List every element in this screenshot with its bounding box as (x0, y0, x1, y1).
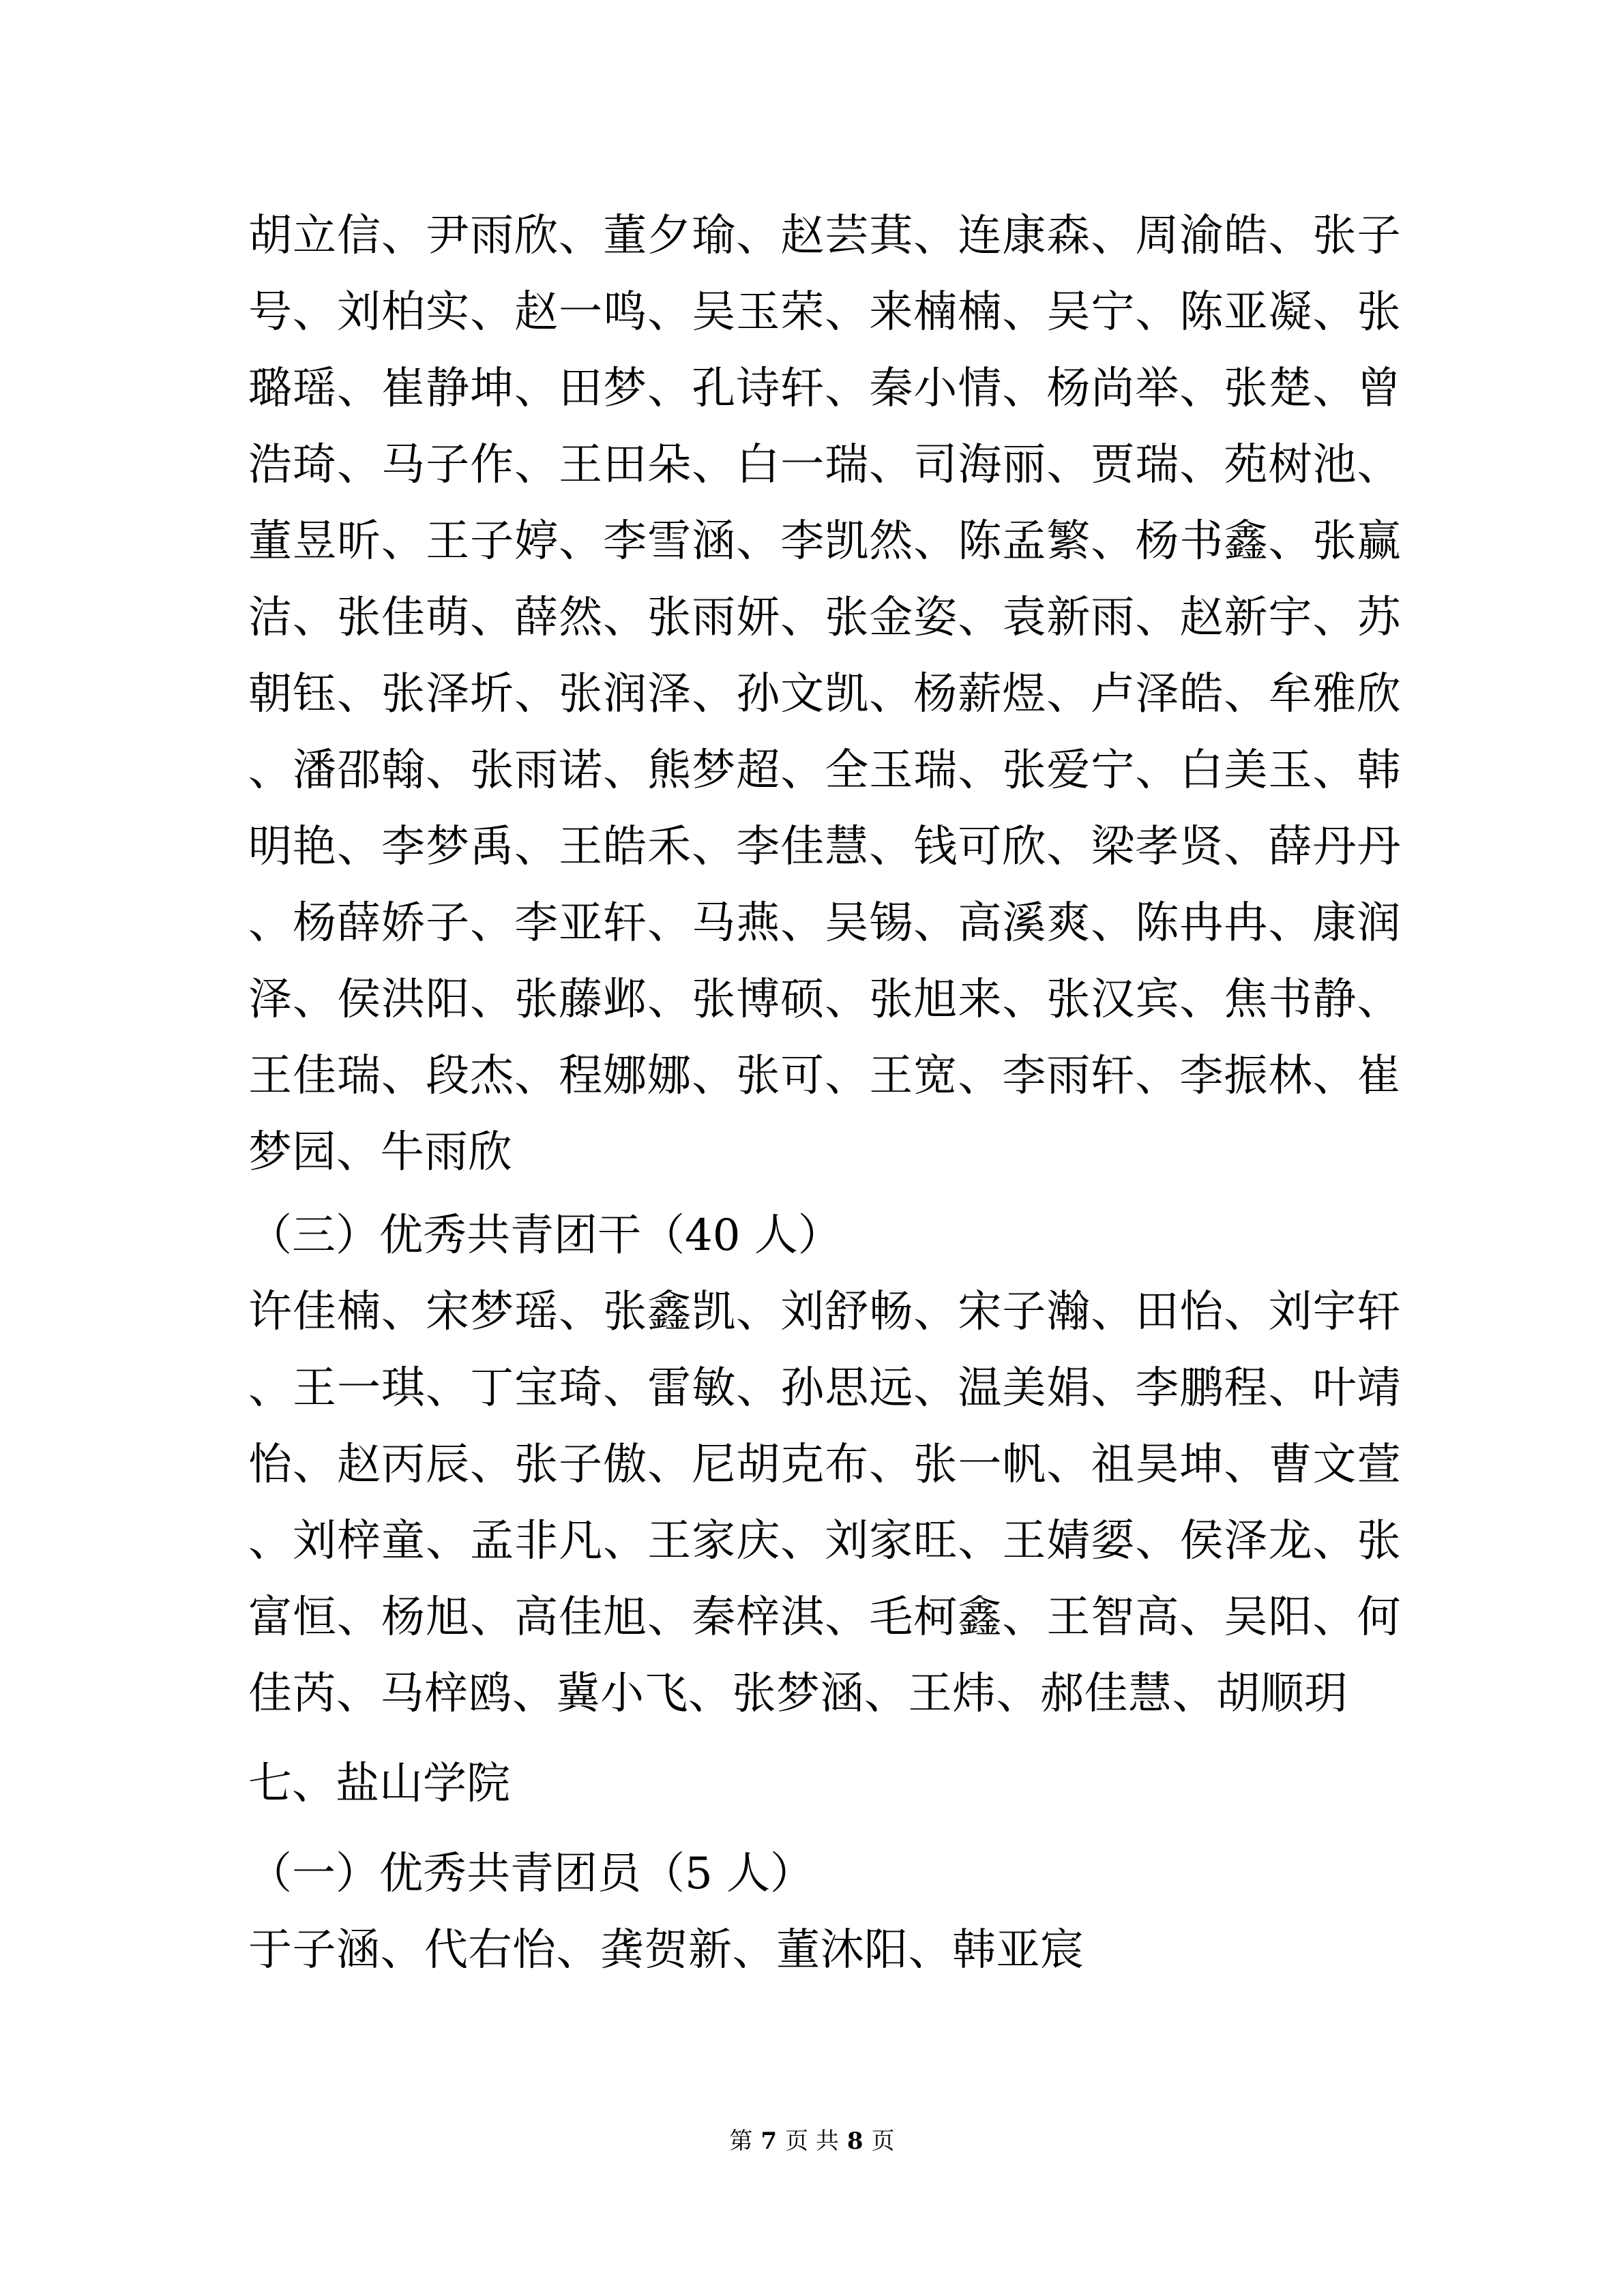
footer-current-page: 7 (761, 2128, 778, 2155)
yanshan-members-heading: （一）优秀共青团员（5 人） (248, 1849, 814, 1899)
page-footer (0, 2124, 1624, 2158)
outstanding-cadres-heading: （三）优秀共青团干（40 人） (248, 1210, 842, 1261)
footer-middle: 页 共 (785, 2128, 839, 2155)
footer-suffix: 页 (871, 2128, 895, 2155)
outstanding-members-list-continued: 胡立信、尹雨欣、董夕瑜、赵芸萁、连康森、周渝皓、张子号、刘柏实、赵一鸣、吴玉荣、来楠楠、吴宁、陈亚凝、张璐瑶、崔静坤、田梦、孔诗轩、秦小情、杨尚举、张楚、曾浩琦、马子作、王田朵、白一瑞、司海丽、贾瑞、苑树池、董昱昕、王子婷、李雪涵、李凯然、陈孟繁、杨书鑫、张赢洁、张佳萌、薛然、张雨妍、张金姿、袁新雨、赵新宇、苏朝钰、张泽圻、张润泽、孙文凯、杨薪煜、卢泽皓、牟雅欣、潘邵翰、张雨诺、熊梦超、全玉瑞、张爱宁、白美玉、韩明艳、李梦禹、王皓禾、李佳慧、钱可欣、梁孝贤、薛丹丹、杨薛娇子、李亚轩、马燕、吴锡、高溪爽、陈冉冉、康润泽、侯洪阳、张藤邺、张博硕、张旭来、张汉宾、焦书静、王佳瑞、段杰、程娜娜、张可、王宽、李雨轩、李振林、崔梦园、牛雨欣 (248, 211, 1401, 1178)
section-seven-heading: 七、盐山学院 (248, 1759, 510, 1809)
yanshan-members-list: 于子涵、代右怡、龚贺新、董沐阳、韩亚宸 (248, 1925, 1084, 1976)
footer-total-pages: 8 (846, 2128, 863, 2155)
footer-prefix: 第 (729, 2128, 753, 2155)
outstanding-cadres-list: 许佳楠、宋梦瑶、张鑫凯、刘舒畅、宋子瀚、田怡、刘宇轩、王一琪、丁宝琦、雷敏、孙思远、温美娟、李鹏程、叶靖怡、赵丙辰、张子傲、尼胡克布、张一帆、祖昊坤、曹文萱、刘梓童、孟非凡、王家庆、刘家旺、王婧媭、侯泽龙、张富恒、杨旭、高佳旭、秦梓淇、毛柯鑫、王智高、吴阳、何佳芮、马梓鸥、冀小飞、张梦涵、王炜、郝佳慧、胡顺玥 (248, 1287, 1401, 1719)
page-content (248, 198, 1401, 1988)
